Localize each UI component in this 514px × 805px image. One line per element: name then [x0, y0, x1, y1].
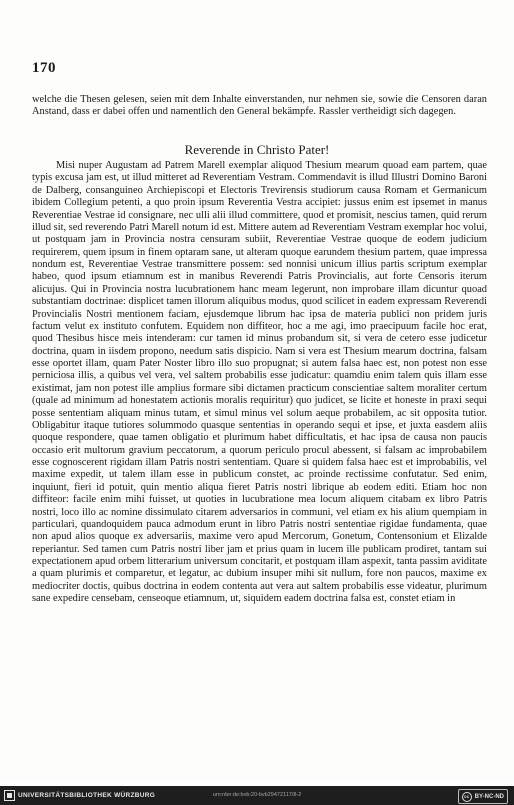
license-badge[interactable] [458, 789, 508, 804]
letter-salutation: Reverende in Christo Pater! [184, 142, 330, 157]
license-label: BY-NC-ND [474, 793, 504, 800]
footer-bar [0, 786, 514, 805]
library-name: UNIVERSITÄTSBIBLIOTHEK WÜRZBURG [18, 792, 156, 799]
letter-body: Misi nuper Augustam ad Patrem Marell exemplar aliquod Thesium mearum quoad eam partem, quae typis excusa jam est, ut illud mitteret ad Reverentiam Vestram. Commendavit is illud Illustri Domino Baroni de Dalberg, consanguineo Archiepiscopi et Electoris Trevirensis studiorum causa Romam et Germanicum ibidem Collegium petenti, a quo proin ipsum Reverentia Vestra accipiet: jussus enim est ipsemet in manus Reverentiae Vestrae id consignare, nec ulli alii illud committere, quod et promisit, nescius tamen, quid rerum illud sit, sed reverendo Patri Marell notum id est. Mittere autem ad Reverentiam Vestram exemplar hoc volui, ut postquam jam in Provincia nostra censuram subiit, Reverentiae Vestrae quoque de eodem judicium requirerem, quem ipsum in finem optaram sane, ut alteram quoque earundem thesium partem, quae impressa nondum est, Reverentiae Vestrae transmittere possem: sed nonnisi unicum illius partis scriptum exemplar habeo, quod ipsum etiamnum est in manibus Reverendi Patris Provincialis, aut forte Censoris iterum alicujus. Qui in Provincia nostra lucubrationem hanc meam legerunt, non improbare illam dicuntur quoad substantiam doctrinae: displicet tamen illorum aliquibus modus, quod scilicet in eadem expressam Reverendi Provincialis Nostri mentionem faciam, ejusdemque librum hac ipsa de materia publici non pridem juris factum velut ex instituto confutem. Equidem non diffiteor, hoc a me agi, imo praecipuum facile hoc erat, quod Thesibus hisce meis intenderam: cur tamen id minus probandum sit, si vera de cetero esse judicetur doctrina, quam in iisdem propono, needum satis dispicio. Nam si vera est Thesium mearum doctrina, falsam esse oportet illam, quam Pater Noster libro illo suo propugnat; si autem falsa haec est, non potest non esse perniciosa illis, a quibus vel vera, vel saltem probabilis esse judicatur: quamdiu enim talem quis illam esse existimat, jam non potest ille amplius formare sibi dictamen practicum conscientiae saltem moraliter certum (quale ad minimum ad honestatem actionis moralis requiritur) quo judicet, se licite et honeste in praxi sequi posse sententiam aliquam minus tutam, et simul minus vel solum aeque probabilem, ac sit opposita tutior. Obligabitur itaque tutiores solummodo quasque sententias in operando sequi et ipse, et juxta easdem aliis quoque respondere, quae tamen obligatio et plurimum habet difficultatis, et hac ipsa de causa non paucis occasio erit multorum gravium peccatorum, a quorum periculo procul abessent, si falsam ac improbabilem esse cognoscerent rigidam illam Patris nostri sententiam. Quare si quidem falsa haec est et improbabilis, vel maxime expedit, ut talem illam esse in publicum constet, ac proinde rectissime confutatur. Sed enim, inquiunt, fieri id potuit, quin mentio aliqua fieret Patris nostri librique ab eodem editi. Etiam hoc non diffiteor: facile enim mihi fuisset, ut quoties in lucubratione mea locum aliquem citabam ex libro Patris nostri, loco illo ac nomine dissimulato citarem adversarios in communi, vel etiam ex his alium quempiam in particulari, quandoquidem pauca admodum erunt in libro Patris nostri sententiae rigidae fundamenta, quae non apud alios quoque ex adversariis, maxime vero apud Mercorum, Gonetum, Contensonium et Elizalde reperiantur. Sed tamen cum Patris nostri liber jam et prius quam in lucem ille publicam prodiret, tantam sui expectationem apud orbem litterarium universum concitarit, et postquam illam aspexit, tanta passim aviditate a quam plurimis et comparetur, et legatur, ac dubium insuper mihi sit nullum, fore non paucos, maxime ex mediocriter doctis, quibus doctrina in eodem contenta aut vera aut saltem probabilis esse videatur, plurimum sane expedire censebam, censeoque etiamnum, ut, siquidem eadem doctrina falsa est, constet etiam in [32, 160, 487, 605]
creative-commons-icon: cc [462, 792, 472, 802]
intro-paragraph: welche die Thesen gelesen, seien mit dem Inhalte einverstanden, nur nehmen sie, sowie die Censoren daran Anstand, dass er dabei offen und namentlich den General bekämpfe. Rassler vertheidigt sich dagegen. [32, 94, 487, 118]
page-number: 170 [32, 60, 56, 76]
urn-identifier: urn:nbn:de:bvb:20-bvb29472117/8-2 [212, 792, 302, 798]
